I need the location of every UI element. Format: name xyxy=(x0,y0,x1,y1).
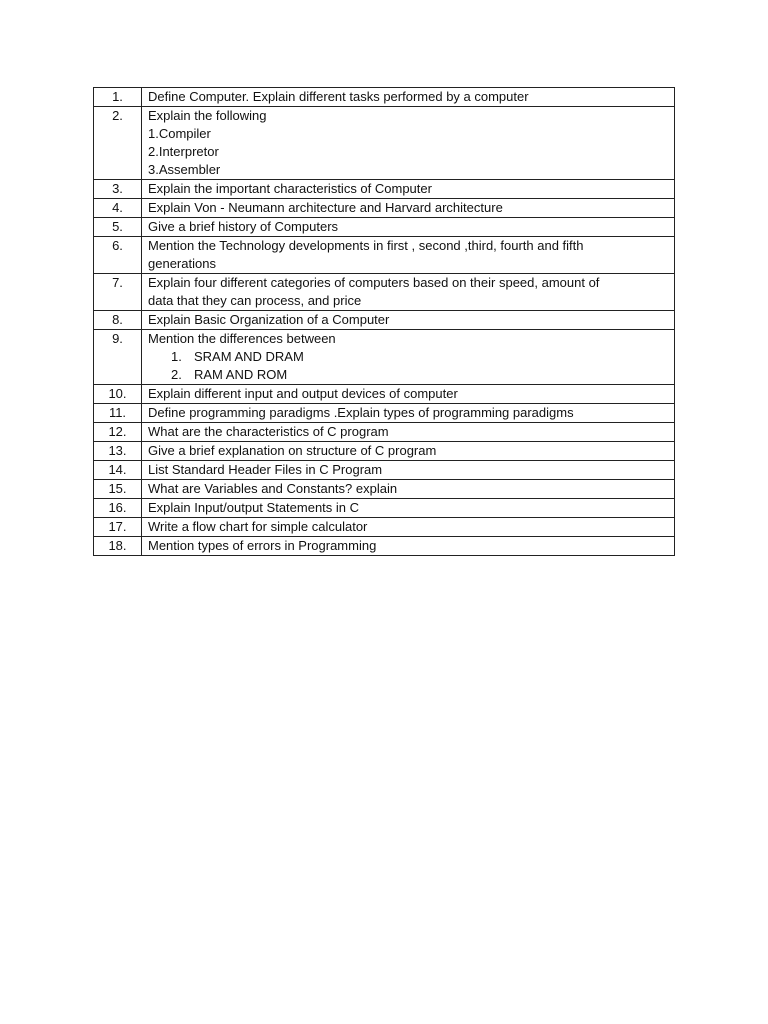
question-line: 2.Interpretor xyxy=(148,144,219,159)
question-text xyxy=(142,537,675,556)
question-text xyxy=(142,199,675,218)
question-text xyxy=(142,330,675,385)
question-line: Mention types of errors in Programming xyxy=(148,538,377,553)
question-line: Mention the differences between xyxy=(148,331,336,346)
question-number: 5. xyxy=(94,218,142,237)
question-line: Explain Basic Organization of a Computer xyxy=(148,312,390,327)
question-text xyxy=(142,461,675,480)
question-line: Define Computer. Explain different tasks performed by a computer xyxy=(148,89,529,104)
table-row xyxy=(94,537,675,556)
question-text xyxy=(142,180,675,199)
table-row xyxy=(94,180,675,199)
question-line: generations xyxy=(148,256,216,271)
question-number: 14. xyxy=(94,461,142,480)
question-line: 3.Assembler xyxy=(148,162,221,177)
sub-list-number: 2. xyxy=(171,367,182,382)
table-row xyxy=(94,480,675,499)
question-number: 12. xyxy=(94,423,142,442)
question-text xyxy=(142,107,675,180)
question-line: What are the characteristics of C program xyxy=(148,424,389,439)
sub-list-text: SRAM AND DRAM xyxy=(194,349,304,364)
question-number: 7. xyxy=(94,274,142,311)
question-text xyxy=(142,218,675,237)
question-number: 8. xyxy=(94,311,142,330)
question-number: 6. xyxy=(94,237,142,274)
table-row xyxy=(94,311,675,330)
table-row xyxy=(94,499,675,518)
question-line: What are Variables and Constants? explain xyxy=(148,481,398,496)
question-line: Explain Von - Neumann architecture and Harvard architecture xyxy=(148,200,503,215)
question-number: 2. xyxy=(94,107,142,180)
table-row xyxy=(94,330,675,385)
question-text xyxy=(142,237,675,274)
question-text xyxy=(142,499,675,518)
question-line: Mention the Technology developments in first , second ,third, fourth and fifth xyxy=(148,238,584,253)
question-text xyxy=(142,404,675,423)
question-line: 1.Compiler xyxy=(148,126,211,141)
sub-list-text: RAM AND ROM xyxy=(194,367,288,382)
question-text xyxy=(142,311,675,330)
table-row xyxy=(94,199,675,218)
question-number: 15. xyxy=(94,480,142,499)
question-text xyxy=(142,423,675,442)
table-row xyxy=(94,107,675,180)
question-number: 17. xyxy=(94,518,142,537)
question-line: Explain Input/output Statements in C xyxy=(148,500,360,515)
sub-list-item xyxy=(148,348,668,366)
question-line: Give a brief explanation on structure of C program xyxy=(148,443,437,458)
table-row xyxy=(94,404,675,423)
question-line: Give a brief history of Computers xyxy=(148,219,339,234)
table-row xyxy=(94,423,675,442)
question-line: Explain four different categories of computers based on their speed, amount of xyxy=(148,275,600,290)
question-text xyxy=(142,442,675,461)
question-text xyxy=(142,385,675,404)
question-number: 18. xyxy=(94,537,142,556)
question-text xyxy=(142,480,675,499)
question-line: List Standard Header Files in C Program xyxy=(148,462,383,477)
table-row xyxy=(94,88,675,107)
question-text xyxy=(142,88,675,107)
table-row xyxy=(94,237,675,274)
question-line: data that they can process, and price xyxy=(148,293,362,308)
question-number: 3. xyxy=(94,180,142,199)
question-number: 13. xyxy=(94,442,142,461)
sub-list-number: 1. xyxy=(171,349,182,364)
question-line: Write a flow chart for simple calculator xyxy=(148,519,368,534)
question-number: 11. xyxy=(94,404,142,423)
question-line: Explain different input and output devices of computer xyxy=(148,386,458,401)
table-row xyxy=(94,518,675,537)
question-number: 4. xyxy=(94,199,142,218)
question-line: Explain the following xyxy=(148,108,267,123)
question-number: 16. xyxy=(94,499,142,518)
question-number: 1. xyxy=(94,88,142,107)
table-row xyxy=(94,218,675,237)
table-row xyxy=(94,385,675,404)
question-text xyxy=(142,518,675,537)
sub-list-item xyxy=(148,366,668,384)
question-text xyxy=(142,274,675,311)
question-table-body xyxy=(94,88,675,556)
question-table xyxy=(93,87,675,556)
question-line: Define programming paradigms .Explain types of programming paradigms xyxy=(148,405,574,420)
question-line: Explain the important characteristics of Computer xyxy=(148,181,432,196)
table-row xyxy=(94,274,675,311)
question-number: 9. xyxy=(94,330,142,385)
question-number: 10. xyxy=(94,385,142,404)
table-row xyxy=(94,442,675,461)
table-row xyxy=(94,461,675,480)
